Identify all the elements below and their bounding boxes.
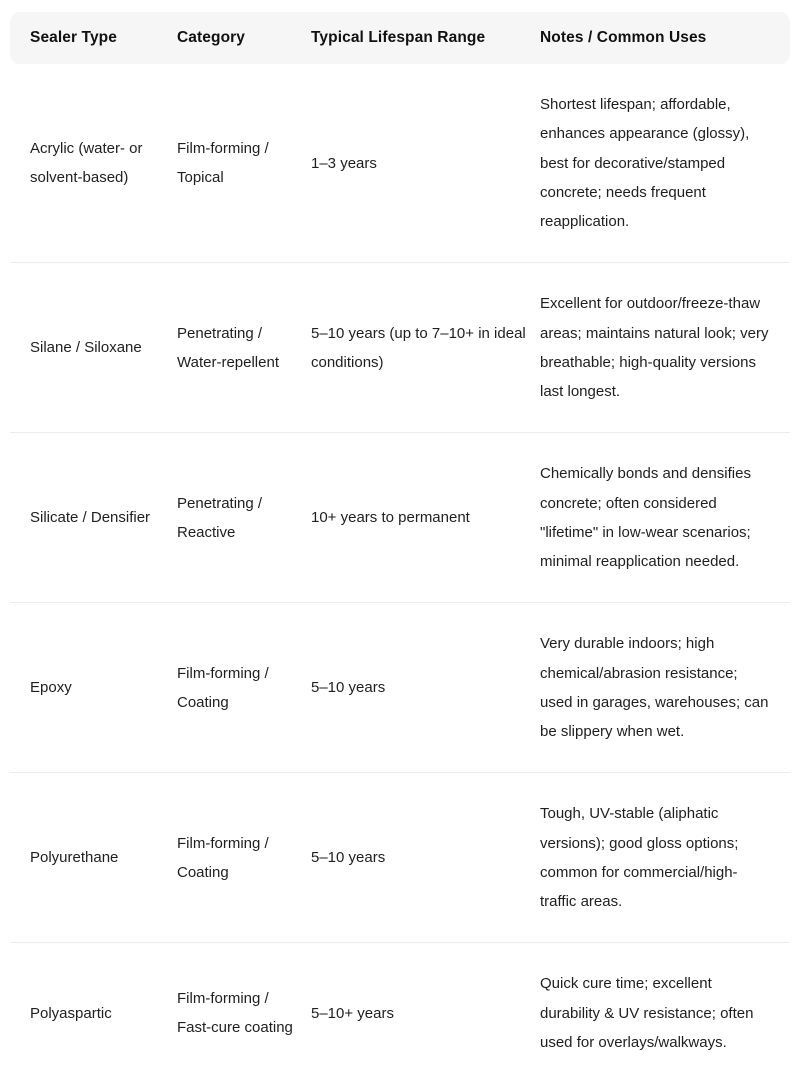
- cell-lifespan: 5–10 years: [311, 849, 386, 867]
- cell-sealer-type: Epoxy: [30, 679, 72, 697]
- cell-lifespan: 5–10 years (up to 7–10+ in ideal conditions): [311, 324, 526, 371]
- cell-category: Film-forming / Coating: [177, 834, 269, 881]
- cell-sealer-type: Silane / Siloxane: [30, 339, 142, 357]
- table-row: [10, 433, 790, 603]
- cell-sealer-type: Silicate / Densifier: [30, 509, 151, 527]
- table-row: [10, 773, 790, 943]
- cell-notes: Excellent for outdoor/freeze-thaw areas; maintains natural look; very breathable; high-quality versions last longest.: [540, 295, 769, 401]
- table-header: [10, 12, 790, 64]
- cell-category: Film-forming / Fast-cure coating: [177, 990, 293, 1037]
- cell-lifespan: 5–10 years: [311, 679, 386, 697]
- cell-sealer-type: Acrylic (water- or solvent-based): [30, 140, 143, 187]
- cell-sealer-type: Polyaspartic: [30, 1004, 112, 1022]
- cell-category: Penetrating / Water-repellent: [177, 324, 279, 371]
- cell-notes: Chemically bonds and densifies concrete; often considered "lifetime" in low-wear scenarios; minimal reapplication needed.: [540, 465, 751, 571]
- concrete-sealer-comparison-table: [10, 12, 790, 1083]
- cell-category: Film-forming / Topical: [177, 140, 269, 187]
- cell-lifespan: 10+ years to permanent: [311, 509, 470, 527]
- column-header-notes-common-uses: Notes / Common Uses: [540, 29, 707, 46]
- table-body: [10, 64, 790, 1083]
- table-row: [10, 64, 790, 263]
- cell-category: Film-forming / Coating: [177, 664, 269, 711]
- cell-lifespan: 5–10+ years: [311, 1004, 394, 1022]
- column-header-lifespan-range: Typical Lifespan Range: [311, 29, 486, 46]
- cell-notes: Very durable indoors; high chemical/abrasion resistance; used in garages, warehouses; can be slippery when wet.: [540, 635, 769, 741]
- cell-sealer-type: Polyurethane: [30, 849, 119, 867]
- cell-notes: Quick cure time; excellent durability & UV resistance; often used for overlays/walkways.: [540, 975, 754, 1051]
- table-row: [10, 603, 790, 773]
- column-header-category: Category: [177, 29, 245, 46]
- table-row: [10, 943, 790, 1083]
- column-header-sealer-type: Sealer Type: [30, 29, 117, 46]
- cell-lifespan: 1–3 years: [311, 154, 377, 172]
- cell-category: Penetrating / Reactive: [177, 494, 263, 541]
- cell-notes: Tough, UV-stable (aliphatic versions); good gloss options; common for commercial/high-traffic areas.: [540, 805, 739, 911]
- table-header-row: [10, 12, 790, 64]
- cell-notes: Shortest lifespan; affordable, enhances appearance (glossy), best for decorative/stamped concrete; needs frequent reapplication.: [540, 96, 750, 231]
- table-row: [10, 263, 790, 433]
